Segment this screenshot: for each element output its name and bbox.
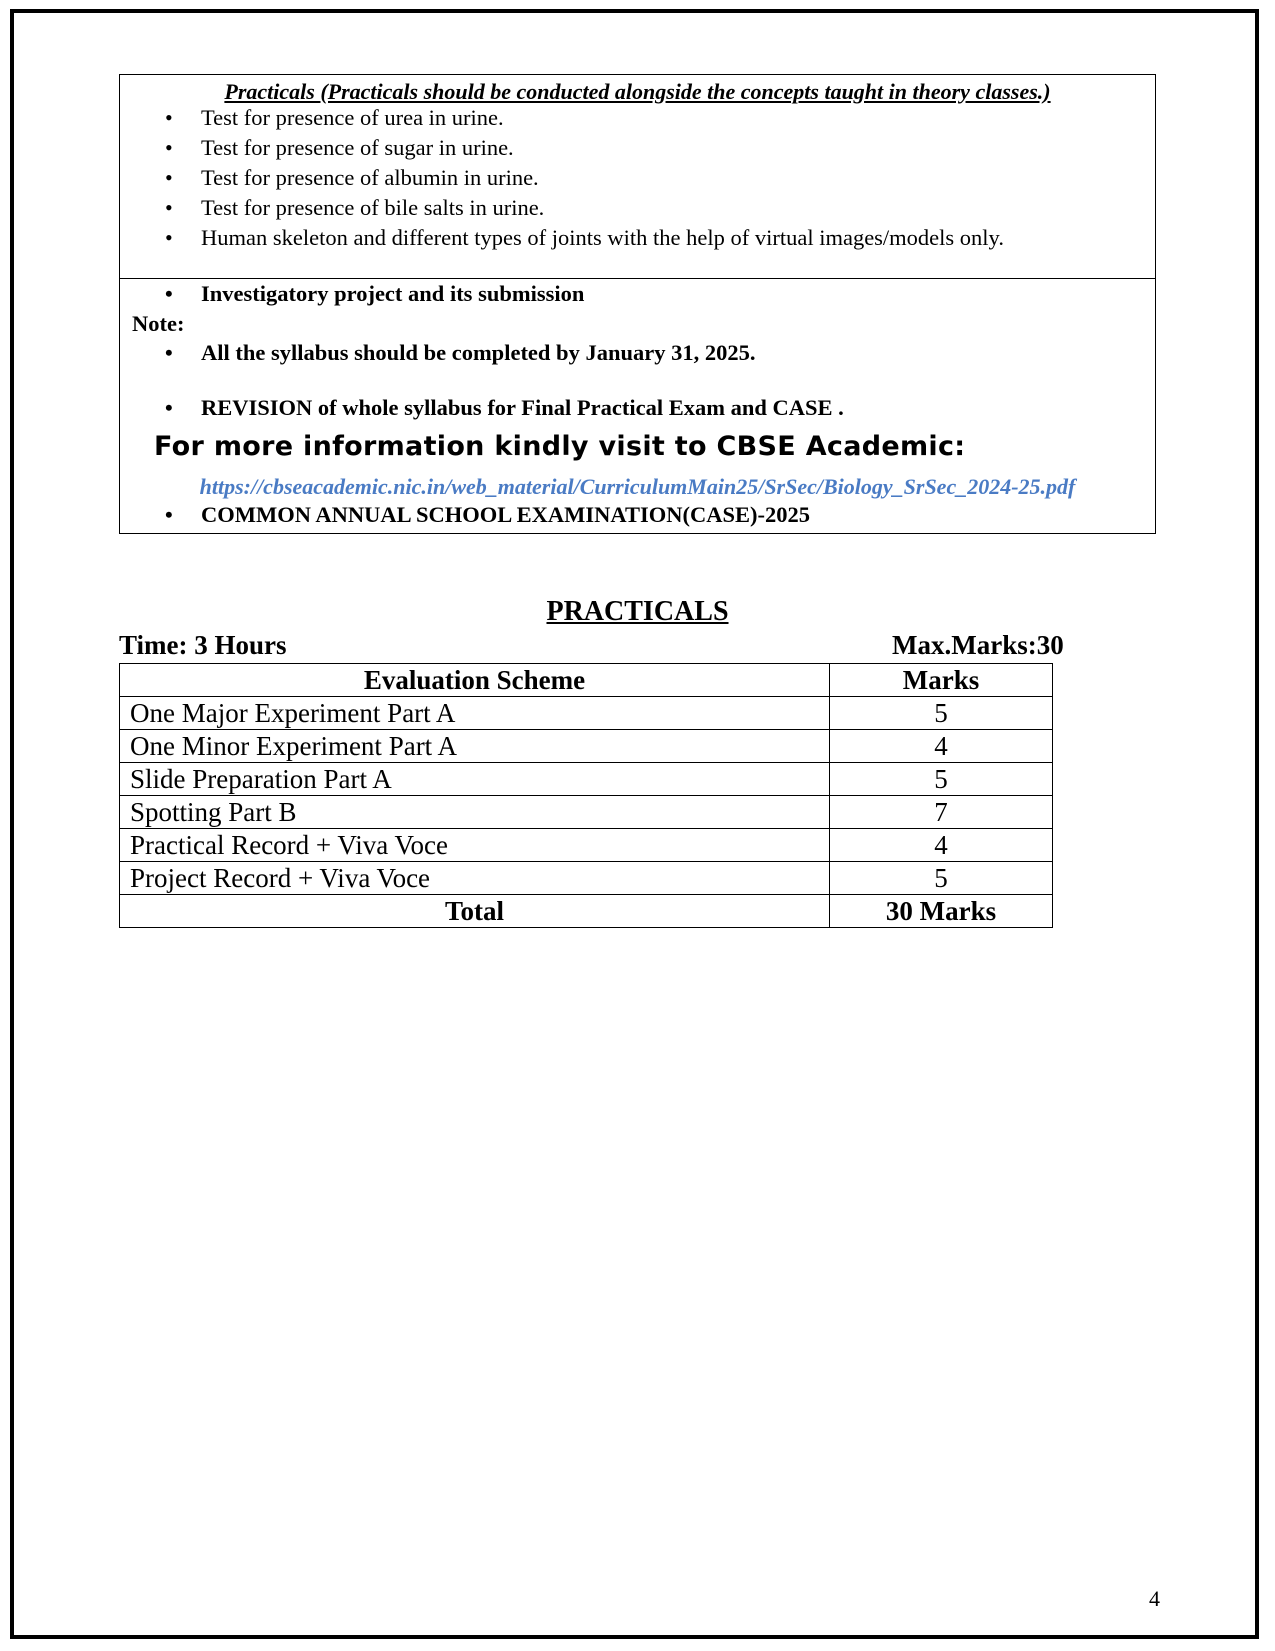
- practicals-box: [119, 74, 1156, 279]
- table-row: [120, 829, 1053, 862]
- total-label: Total: [120, 895, 830, 928]
- scheme-cell: Practical Record + Viva Voce: [120, 829, 830, 862]
- marks-cell: 5: [830, 862, 1053, 895]
- list-item: • Test for presence of albumin in urine.: [201, 165, 539, 191]
- header-scheme: Evaluation Scheme: [120, 664, 830, 697]
- page-number: 4: [1149, 1586, 1160, 1611]
- table-row: [120, 697, 1053, 730]
- time-label: Time: 3 Hours: [119, 630, 287, 660]
- scheme-cell: Spotting Part B: [120, 796, 830, 829]
- list-item: • Human skeleton and different types of joints with the help of virtual images/models only.: [201, 225, 1004, 251]
- list-item: • Test for presence of urea in urine.: [201, 105, 504, 131]
- revision-item: • REVISION of whole syllabus for Final Practical Exam and CASE .: [201, 395, 844, 421]
- max-marks-label: Max.Marks:30: [892, 630, 1064, 660]
- practicals-box-title: Practicals (Practicals should be conducted alongside the concepts taught in theory classes.): [224, 79, 1051, 104]
- case-item: • COMMON ANNUAL SCHOOL EXAMINATION(CASE)-2025: [201, 502, 810, 528]
- scheme-cell: Slide Preparation Part A: [120, 763, 830, 796]
- scheme-cell: Project Record + Viva Voce: [120, 862, 830, 895]
- evaluation-table: [119, 663, 1053, 928]
- cbse-link[interactable]: https://cbseacademic.nic.in/web_material/CurriculumMain25/SrSec/Biology_SrSec_2024-25.pdf: [199, 474, 1076, 499]
- total-marks: 30 Marks: [830, 895, 1053, 928]
- marks-cell: 5: [830, 763, 1053, 796]
- section-title: PRACTICALS: [546, 596, 729, 627]
- marks-cell: 4: [830, 730, 1053, 763]
- table-header-row: [120, 664, 1053, 697]
- marks-cell: 7: [830, 796, 1053, 829]
- table-row: [120, 862, 1053, 895]
- table-row: [120, 730, 1053, 763]
- info-text: For more information kindly visit to CBSE Academic:: [154, 431, 966, 462]
- header-marks: Marks: [830, 664, 1053, 697]
- syllabus-item: • All the syllabus should be completed by January 31, 2025.: [201, 340, 755, 366]
- notes-box: [119, 278, 1156, 534]
- scheme-cell: One Minor Experiment Part A: [120, 730, 830, 763]
- table-row: [120, 796, 1053, 829]
- scheme-cell: One Major Experiment Part A: [120, 697, 830, 730]
- list-item: • Test for presence of sugar in urine.: [201, 135, 514, 161]
- project-item: • Investigatory project and its submission: [201, 281, 584, 307]
- list-item: • Test for presence of bile salts in urine.: [201, 195, 544, 221]
- note-label: Note:: [132, 311, 185, 336]
- table-total-row: [120, 895, 1053, 928]
- marks-cell: 5: [830, 697, 1053, 730]
- marks-cell: 4: [830, 829, 1053, 862]
- table-row: [120, 763, 1053, 796]
